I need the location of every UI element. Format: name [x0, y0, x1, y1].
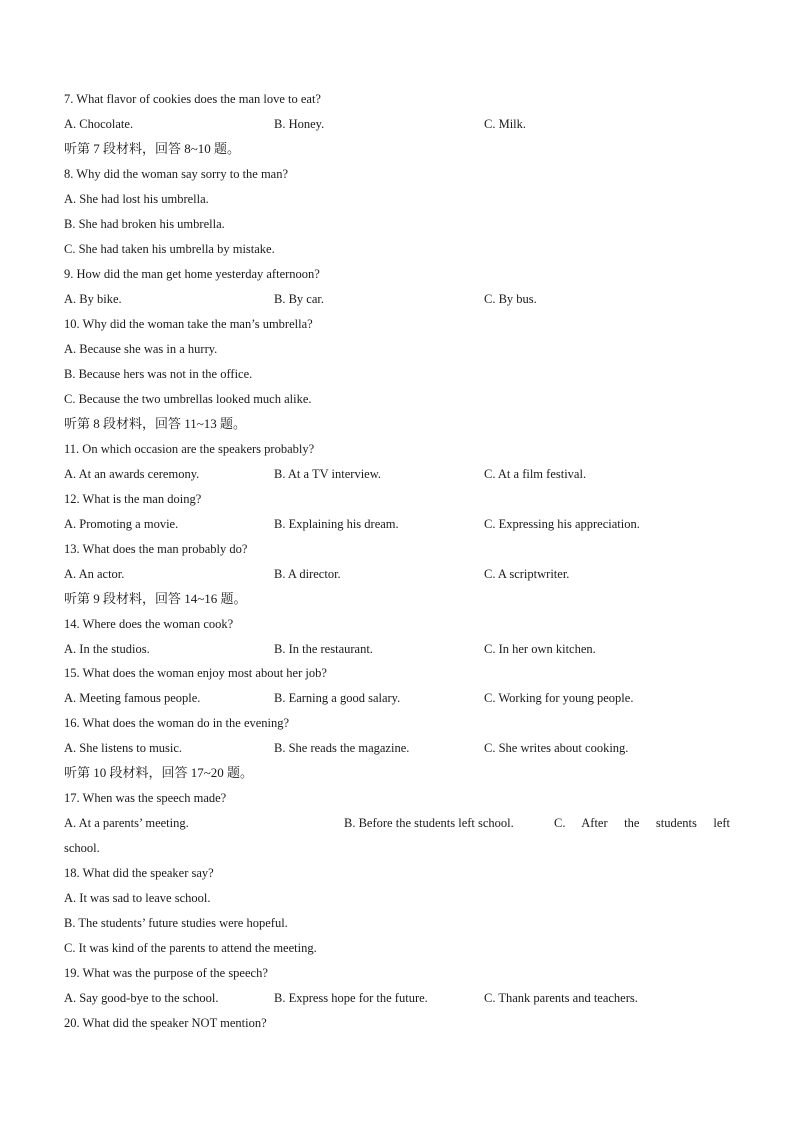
- option-b: B. By car.: [274, 292, 324, 306]
- question-11-options: [64, 463, 730, 485]
- section-header-8: 听第 8 段材料，回答 11~13 题。: [64, 416, 247, 431]
- option-c: C. She writes about cooking.: [484, 741, 629, 755]
- option-b: B. Earning a good salary.: [274, 691, 401, 705]
- option-a: A. Because she was in a hurry.: [64, 342, 218, 356]
- question-9-stem: 9. How did the man get home yesterday afternoon?: [64, 267, 320, 281]
- question-14-stem: 14. Where does the woman cook?: [64, 617, 234, 631]
- question-9-options: [64, 288, 730, 310]
- option-a: A. It was sad to leave school.: [64, 891, 211, 905]
- section-header-10: 听第 10 段材料，回答 17~20 题。: [64, 765, 254, 780]
- option-c-continuation: school.: [64, 841, 100, 855]
- option-b: B. A director.: [274, 567, 341, 581]
- option-a: A. She had lost his umbrella.: [64, 192, 209, 206]
- option-c: C. Expressing his appreciation.: [484, 517, 640, 531]
- option-b: B. Honey.: [274, 117, 325, 131]
- option-a: A. Say good-bye to the school.: [64, 991, 219, 1005]
- question-13-options: [64, 563, 730, 585]
- question-15-stem: 15. What does the woman enjoy most about her job?: [64, 666, 327, 680]
- question-17-options: [64, 812, 730, 834]
- option-b: B. She reads the magazine.: [274, 741, 410, 755]
- option-a: A. At an awards ceremony.: [64, 467, 200, 481]
- option-a: A. She listens to music.: [64, 741, 183, 755]
- option-a: A. Meeting famous people.: [64, 691, 201, 705]
- question-16-stem: 16. What does the woman do in the evening?: [64, 716, 290, 730]
- option-b: B. She had broken his umbrella.: [64, 217, 225, 231]
- option-b: B. Before the students left school.: [344, 816, 514, 830]
- option-b: B. Express hope for the future.: [274, 991, 428, 1005]
- section-header-9: 听第 9 段材料，回答 14~16 题。: [64, 591, 247, 606]
- option-b: B. Because hers was not in the office.: [64, 367, 253, 381]
- option-a: A. In the studios.: [64, 642, 150, 656]
- option-a: A. At a parents’ meeting.: [64, 816, 189, 830]
- question-12-options: [64, 513, 730, 535]
- question-7-stem: 7. What flavor of cookies does the man love to eat?: [64, 92, 321, 106]
- option-a: A. An actor.: [64, 567, 125, 581]
- option-b: B. The students’ future studies were hopeful.: [64, 916, 288, 930]
- question-17-stem: 17. When was the speech made?: [64, 791, 227, 805]
- option-c: C. She had taken his umbrella by mistake.: [64, 242, 275, 256]
- question-19-options: [64, 987, 730, 1009]
- question-12-stem: 12. What is the man doing?: [64, 492, 202, 506]
- option-a: A. Chocolate.: [64, 117, 134, 131]
- question-19-stem: 19. What was the purpose of the speech?: [64, 966, 268, 980]
- question-10-stem: 10. Why did the woman take the man’s umbrella?: [64, 317, 313, 331]
- option-c: C. Milk.: [484, 117, 527, 131]
- option-b: B. In the restaurant.: [274, 642, 373, 656]
- option-c: C. In her own kitchen.: [484, 642, 596, 656]
- option-c: C. Working for young people.: [484, 691, 634, 705]
- option-c: C. After the students left: [554, 816, 730, 830]
- question-11-stem: 11. On which occasion are the speakers probably?: [64, 442, 315, 456]
- option-c: C. A scriptwriter.: [484, 567, 570, 581]
- option-b: B. At a TV interview.: [274, 467, 382, 481]
- option-c: C. By bus.: [484, 292, 537, 306]
- section-header-7: 听第 7 段材料，回答 8~10 题。: [64, 141, 241, 156]
- question-14-options: [64, 638, 730, 660]
- option-a: A. Promoting a movie.: [64, 517, 179, 531]
- option-c: C. Because the two umbrellas looked much alike.: [64, 392, 312, 406]
- question-18-stem: 18. What did the speaker say?: [64, 866, 214, 880]
- question-7-options: [64, 113, 730, 135]
- question-13-stem: 13. What does the man probably do?: [64, 542, 248, 556]
- question-8-stem: 8. Why did the woman say sorry to the man?: [64, 167, 289, 181]
- question-16-options: [64, 737, 730, 759]
- option-c: C. At a film festival.: [484, 467, 587, 481]
- option-a: A. By bike.: [64, 292, 122, 306]
- question-20-stem: 20. What did the speaker NOT mention?: [64, 1016, 267, 1030]
- option-c: C. It was kind of the parents to attend the meeting.: [64, 941, 317, 955]
- option-b: B. Explaining his dream.: [274, 517, 399, 531]
- option-c: C. Thank parents and teachers.: [484, 991, 638, 1005]
- question-15-options: [64, 687, 730, 709]
